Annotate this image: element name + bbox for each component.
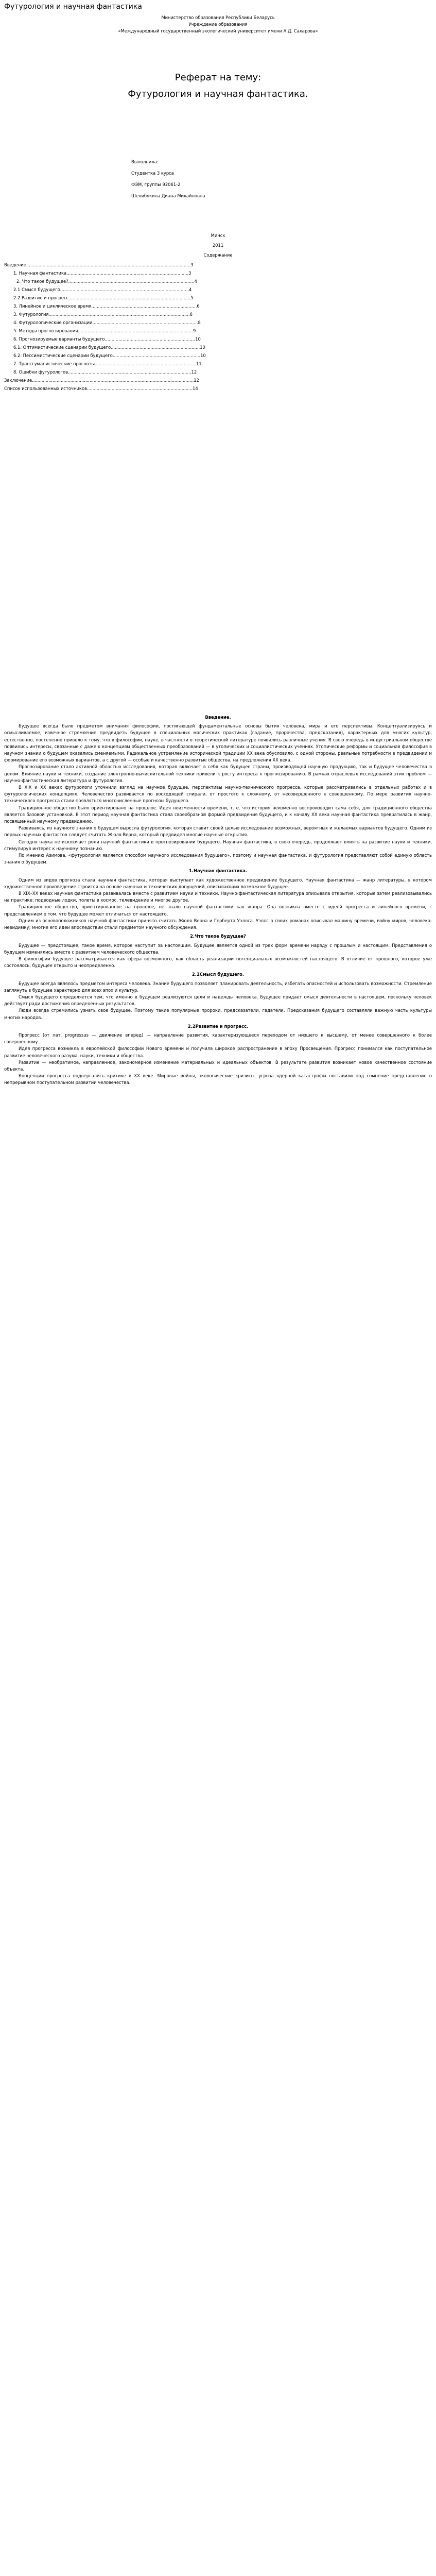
paragraph: Будущее всегда было предметом внимания философии, постигающей фундаментальные основы бытия человека, мира и его перспективы. Концептуализируясь и осмысливаемое, извечное стремление предвидеть будущее в специальных магических практиках (гадание, пророчества, предсказания), характерных для многих культур, естественно, постепенно привело к тому, что в философии, науке, в частности в теоретической литературе появились различные учения. В свою очередь в индустриальном обществе появились интересы, связанные с даже к концепциям общественных преобразований — в утопических и социалистических учениях. Утопические реформы и социальная философия в научном знании о будущем оказались сменяемыми. Радикальное устремление исторической традиции XX века обусловило, с одной стороны, реальные потребности в предвидении и формирование его возможных вариантов, а с другой — особые и качественно развитые общества, на предложения XX века. bbox=[4, 723, 432, 763]
paragraph: Одним из основоположников научной фантастики принято считать Жюля Верна и Герберта Уэллса. Уэллс в своих романах описывал машину времени, войну миров, человека-невидимку; многие его идеи впоследствии стали предметом научного обсуждения. bbox=[4, 918, 432, 930]
institution-label: Учреждение образования bbox=[188, 22, 248, 27]
toc-item[interactable]: 6.2. Пессимистические сценарии будущего................................................................10 bbox=[13, 353, 206, 358]
toc-item[interactable]: 6. Прогнозируемые варианты будущего..................................................................10 bbox=[13, 336, 201, 342]
paragraph: Идея прогресса возникла в европейской философии Нового времени и получила широкое распространение в эпоху Просвещения. Прогресс понимался как поступательное развитие человеческого разума, науки, техники и общества. bbox=[4, 1046, 432, 1058]
paragraph: Одним из видов прогноза стала научная фантастика, которая выступает как художественное предвидение будущего. Научная фантастика — жанр литературы, в котором художественное произведение строится на основе научных и технических допущений, описывающих возможное будущее. bbox=[4, 877, 432, 889]
city: Минск bbox=[211, 233, 225, 238]
paragraph: Люди всегда стремились узнать свое будущее. Поэтому такие популярные пророки, предсказатели, гадатели. Предсказания будущего составляли важную часть культуры многих народов. bbox=[4, 1008, 432, 1020]
toc-item[interactable]: 2.1 Смысл будущего..............................................................................................4 bbox=[13, 287, 192, 292]
year: 2011 bbox=[212, 243, 224, 248]
paragraph: В философии будущее рассматривается как сфера возможного, как область реализации потенциальных возможностей настоящего. В отличие от прошлого, которое уже состоялось, будущее открыто и неопределенно. bbox=[4, 956, 432, 969]
section-heading-2: 2.Что такое будущее? bbox=[190, 934, 246, 939]
author-name: Шелибякина Диана Михайловна bbox=[131, 193, 205, 198]
section-heading-2-2: 2.2Развитие и прогресс. bbox=[187, 1023, 249, 1029]
toc-item[interactable]: 8. Ошибки футурологов..........................................................................................12 bbox=[13, 369, 197, 375]
toc-item[interactable]: 7. Трансгуманистические прогнозы..........................................................................11 bbox=[13, 361, 202, 366]
paragraph: Концепции прогресса подвергались критике в XX веке. Мировые войны, экологические кризисы, угроза ядерной катастрофы поставили под сомнение представление о непрерывном поступательном развитии человечества. bbox=[4, 1073, 432, 1086]
section-1-body bbox=[0, 877, 436, 931]
title-page bbox=[0, 14, 436, 259]
paragraph: Развитие — необратимое, направленное, закономерное изменение материальных и идеальных объектов. В результате развития возникает новое качественное состояние объекта. bbox=[4, 1059, 432, 1072]
student-course: Студентка 3 курса bbox=[131, 171, 174, 176]
toc-item[interactable]: Заключение......................................................................................................................12 bbox=[4, 378, 199, 383]
section-heading-2-1: 2.1Смысл будущего. bbox=[191, 972, 245, 977]
section-2-2-body bbox=[0, 1032, 436, 1087]
paragraph: Прогресс (от лат. progressus — движение вперед) — направление развития, характеризующееся переходом от низшего к высшему, от менее совершенного к более совершенному. bbox=[4, 1032, 432, 1045]
toc-item[interactable]: Список использованных источников.............................................................................14 bbox=[4, 386, 198, 391]
toc-item[interactable]: 3. Линейное и циклическое время.............................................................................6 bbox=[13, 303, 200, 309]
section-2-1-body bbox=[0, 980, 436, 1021]
toc-item[interactable]: 4. Футурологические организации.............................................................................8 bbox=[13, 320, 201, 325]
paragraph: В XIX–XX веках научная фантастика развивалась вместе с развитием науки и техники. Научно-фантастическая литература описывала открытия, которые затем реализовывались на практике: подводные лодки, полеты в космос, телевидение и многое другое. bbox=[4, 891, 432, 903]
toc-item[interactable]: 6.1. Оптимистические сценарии будущего.................................................................10 bbox=[13, 345, 205, 350]
paragraph: Смысл будущего определяется тем, что именно в будущем реализуются цели и надежды человека. Будущее придает смысл деятельности в настоящем, поскольку человек действует ради достижения определенных результатов. bbox=[4, 994, 432, 1007]
university-name: «Международный государственный экологический университет имени А.Д. Сахарова» bbox=[118, 28, 318, 33]
paragraph: Традиционное общество, ориентированное на прошлое, не знало научной фантастики как жанра. Она возникла вместе с идеей прогресса и линейного времени, с представлением о том, что будущее может отличаться от настоящего. bbox=[4, 904, 432, 917]
section-heading-1: 1.Научная фантастика. bbox=[188, 868, 248, 874]
topic-title: Футурология и научная фантастика. bbox=[128, 89, 308, 99]
paragraph: По мнению Азимова, «футурология является способом научного исследования будущего», поэтому и научная фантастика, и футурология представляют собой единую область знания о будущем. bbox=[4, 853, 432, 865]
toc-item[interactable]: 3. Футурология.......................................................................................................6 bbox=[13, 312, 193, 317]
toc-item[interactable]: 5. Методы прогнозирования....................................................................................9 bbox=[13, 328, 196, 333]
section-2-body bbox=[0, 942, 436, 970]
section-heading-intro: Введение. bbox=[205, 715, 231, 720]
paragraph: В XIX и XX веках футурологи уточнили взгляд на научное будущее, перспективы научно-технического прогресса, которые рассматривались в отдельных работах и в футурологических концепциях. Человечество развивается по восходящей спирали, от простого к сложному, от несовершенного к совершенному. По мере развития научно-технического прогресса стали появляться многочисленные прогнозы будущего. bbox=[4, 785, 432, 804]
document-title: Футурология и научная фантастика bbox=[4, 3, 142, 11]
intro-body bbox=[0, 723, 436, 866]
done-label: Выполнила: bbox=[131, 159, 159, 164]
paragraph: Развиваясь, из научного знания о будущем выросла футурология, которая ставит своей целью исследование возможных, вероятных и желаемых вариантов будущего. Одним из первых научных фантастов следует считать Жюля Верна, который предвидел многие научные открытия. bbox=[4, 825, 432, 838]
toc-item[interactable]: Введение........................................................................................................................3 bbox=[4, 262, 194, 267]
toc-item[interactable]: 1. Научная фантастика.........................................................................................3 bbox=[13, 270, 191, 276]
referat-line: Реферат на тему: bbox=[175, 72, 261, 83]
paragraph: Будущее — предстоящее, такое время, которое наступит за настоящим. Будущее является одной из трех форм времени наряду с прошлым и настоящим. Представления о будущем изменялись вместе с развитием человеческого общества. bbox=[4, 942, 432, 955]
paragraph: Прогнозирование стало активной областью исследования, которая включает в себя как будущее страны, производящей научную продукцию, так и будущее человечества в целом. Влияние науки и техники, создание электронно-вычислительной техники привели к росту интереса к прогнозированию. В рамках отраслевых исследований этих проблем — научно-фантастическая литература и футурология. bbox=[4, 764, 432, 783]
table-of-contents bbox=[4, 261, 432, 393]
paragraph: Будущее всегда являлось предметом интереса человека. Знание будущего позволяет планировать деятельность, избегать опасностей и использовать возможности. Стремление заглянуть в будущее характерно для всех эпох и культур. bbox=[4, 980, 432, 993]
ministry-text: Министерство образования Республики Беларусь bbox=[161, 15, 275, 20]
toc-item[interactable]: 2.2 Развитие и прогресс.........................................................................................5 bbox=[13, 295, 194, 300]
paragraph: Сегодня наука не исключает роли научной фантастики в прогнозировании будущего. Научная фантастика, в свою очередь, продолжает влиять на развитие науки и техники, стимулируя интерес к научному познанию. bbox=[4, 839, 432, 851]
contents-label: Содержание bbox=[203, 252, 233, 258]
faculty-group: ФЭМ, группы 92061-2 bbox=[131, 182, 181, 187]
toc-item[interactable]: 2. Что такое будущее?............................................................................................4 bbox=[16, 279, 197, 284]
paragraph: Традиционное общество было ориентировано на прошлое. Идея неизменности времени, т. е. что история неизменно воспроизводит сама себя, для традиционного общества является базовой установкой. В этот период научная фантастика стала своеобразной формой предвидения будущего, и к началу XX века научная фантастика превратилась в жанр, посвященный научному предвидению. bbox=[4, 805, 432, 824]
